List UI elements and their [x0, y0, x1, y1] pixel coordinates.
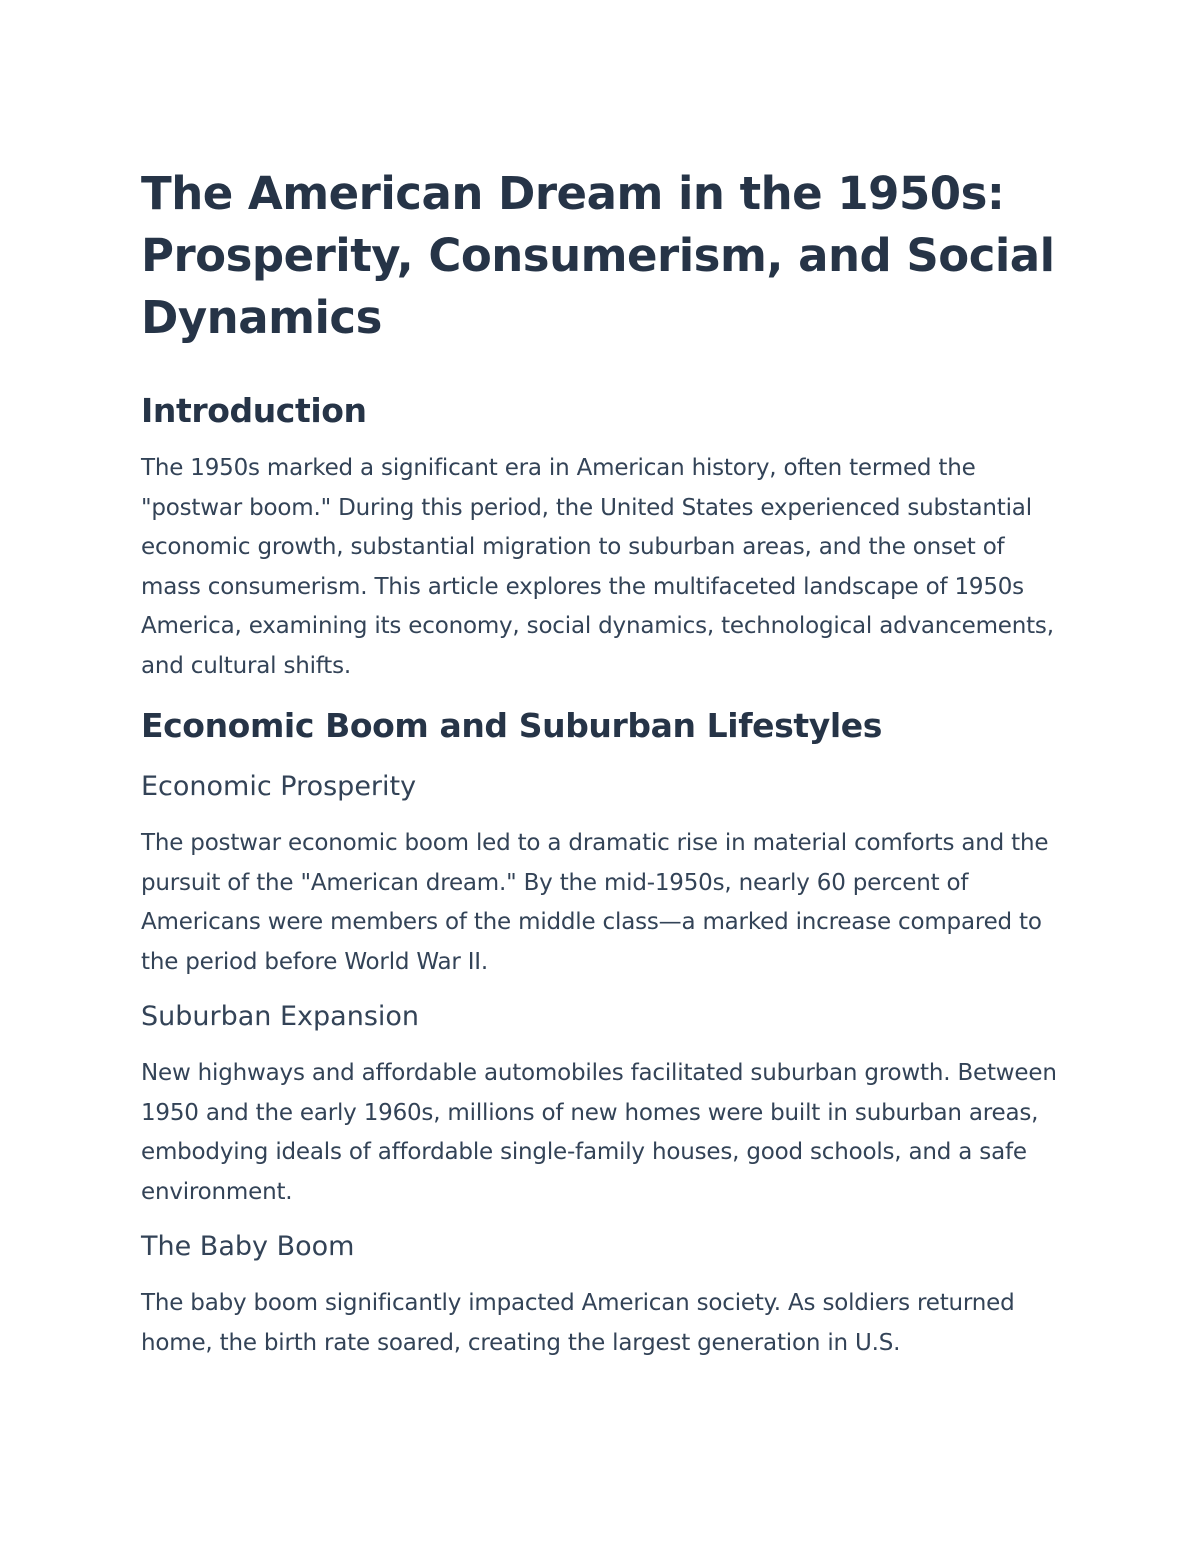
document-page [141, 163, 1071, 1363]
section-heading-economic-boom: Economic Boom and Suburban Lifestyles [141, 706, 882, 745]
paragraph-suburban-expansion: New highways and affordable automobiles facilitated suburban growth. Between 1950 and the early 1960s, millions of new homes were built in suburban areas, embodying ideals of affordable single-family houses, good schools, and a safe environment. [141, 1060, 1057, 1205]
paragraph-introduction: The 1950s marked a significant era in American history, often termed the "postwar boom." During this period, the United States experienced substantial economic growth, substantial migration to suburban areas, and the onset of mass consumerism. This article explores the multifaceted landscape of 1950s America, examining its economy, social dynamics, technological advancements, and cultural shifts. [141, 455, 1054, 679]
document-title: The American Dream in the 1950s: Prosperity, Consumerism, and Social Dynamics [141, 167, 1055, 344]
paragraph-economic-prosperity: The postwar economic boom led to a dramatic rise in material comforts and the pursuit of the "American dream." By the mid-1950s, nearly 60 percent of Americans were members of the middle class—a marked increase compared to the period before World War II. [141, 830, 1049, 975]
subheading-suburban-expansion: Suburban Expansion [141, 1001, 420, 1032]
subheading-economic-prosperity: Economic Prosperity [141, 771, 417, 802]
paragraph-baby-boom: The baby boom significantly impacted American society. As soldiers returned home, the birth rate soared, creating the largest generation in U.S. [141, 1290, 1015, 1356]
section-heading-introduction: Introduction [141, 391, 367, 430]
subheading-baby-boom: The Baby Boom [141, 1231, 355, 1262]
